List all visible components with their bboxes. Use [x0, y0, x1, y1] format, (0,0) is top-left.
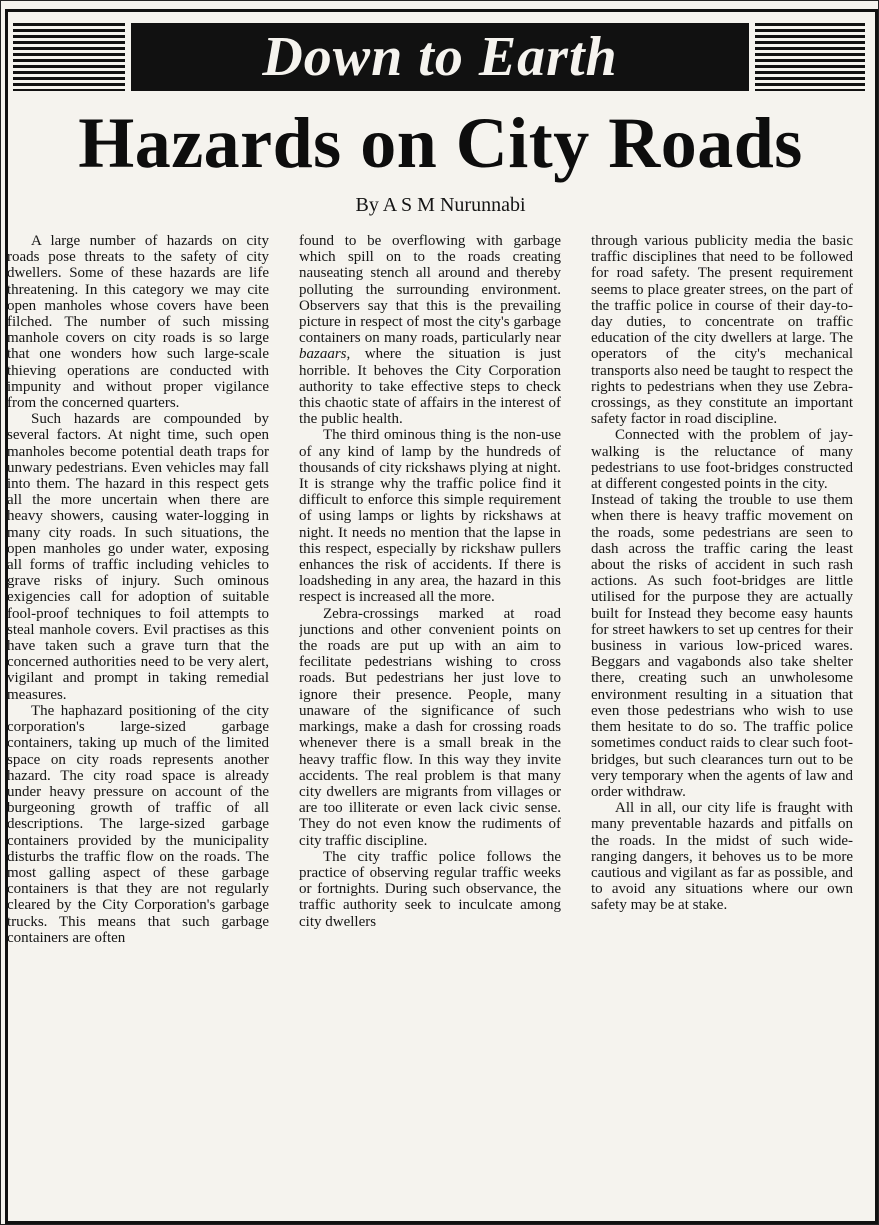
headline: Hazards on City Roads [78, 103, 803, 183]
paragraph-continued [299, 233, 561, 427]
paragraph-text: found to be overflowing with garbage which spill on to the roads creating nauseating stench all around and thereby polluting the surrounding environment. Observers say that this is the prevailing picture in respect of most the city's garbage containers on many roads, particularly near [299, 233, 561, 347]
paragraph-text: , where the situation is just horrible. It behoves the City Corporation authority to take effective steps to check this chaotic state of affairs in the interest of the public health. [299, 346, 561, 428]
paragraph: The city traffic police follows the practice of observing regular traffic weeks or fortnights. During such observance, the traffic authority seek to inculcate among city dwellers [299, 848, 561, 930]
section-title: Down to Earth [131, 23, 749, 91]
paragraph: The third ominous thing is the non-use of any kind of lamp by the hundreds of thousands of city rickshaws plying at night. It is strange why the traffic police find it difficult to enforce this simple requirement of using lamps or lights by rickshaws at night. It needs no mention that the lapse in this respect, especially by rickshaw pullers enhances the risk of accidents. If there is loadsheding in any area, the hazard in this respect is increased all the more. [299, 427, 561, 606]
banner-rules-left [13, 23, 125, 91]
article-column-3 [591, 233, 853, 1208]
article-column-2 [299, 233, 561, 1208]
paragraph-continued: through various publicity media the basic traffic disciplines that need to be followed for road safety. The present requirement seems to place greater strees, on the part of the traffic police in course of their day-to-day duties, to concentrate on traffic education of the city dwellers at large. The operators of the city's mechanical transports also need be taught to respect the rights to pedestrians when they use Zebra-crossings, as they constitute an important safety factor in road discipline. [591, 233, 853, 428]
section-banner [13, 23, 865, 91]
paragraph: All in all, our city life is fraught with many preventable hazards and pitfalls on the roads. In the midst of such wide-ranging dangers, it behoves us to be more cautious and vigilant as far as possible, and to avoid any situations where our own safety may be at stake. [591, 800, 853, 914]
paragraph: Zebra-crossings marked at road junctions and other convenient points on the roads are put up with an aim to fecilitate pedestrians wishing to cross roads. But pedestrians her just love to ignore their presence. People, many unaware of the significance of such markings, make a dash for crossing roads whenever there is a small break in the heavy traffic flow. In this way they invite accidents. The real problem is that many city dwellers are migrants from villages or are too illiterate or even lack civic sense. They do not even know the rudiments of city traffic discipline. [299, 605, 561, 849]
paragraph: Such hazards are compounded by several factors. At night time, such open manholes become potential death traps for unwary pedestrians. Even vehicles may fall into them. The hazard in this respect gets all the more uncertain when there are heavy showers, causing water-logging in many city roads. In such situations, the open manholes go under water, exposing all forms of traffic including vehicles to grave risks of injury. Such ominous exigencies call for adoption of suitable fool-proof techniques to foil attempts to steal manhole covers. Evil practises as this have taken such a grave turn that the concerned authorities need to be very alert, vigilant and prompt in taking remedial measures. [7, 411, 269, 703]
paragraph: A large number of hazards on city roads pose threats to the safety of city dwellers. Some of these hazards are life threatening. In this category we may cite open manholes whose covers have been filched. The number of such missing manhole covers on city roads is so large that one wonders how such large-scale thieving operations are conducted with impunity and without proper vigilance from the concerned quarters. [7, 233, 269, 412]
paragraph: Connected with the problem of jay-walking is the reluctance of many pedestrians to use foot-bridges constructed at different congested points in the city. [591, 427, 853, 493]
byline: By A S M Nurunnabi [355, 194, 526, 216]
banner-rules-right [755, 23, 865, 91]
paragraph: The haphazard positioning of the city corporation's large-sized garbage containers, taking up much of the limited space on city roads represents another hazard. The city road space is already under heavy pressure on account of the burgeoning growth of traffic of all descriptions. The large-sized garbage containers provided by the municipality disturbs the traffic flow on the roads. The most galling aspect of these garbage containers is that they are not regularly cleared by the City Corporation's garbage trucks. This means that such garbage containers are often [7, 702, 269, 946]
article-column-1 [7, 233, 269, 1208]
paragraph: Instead of taking the trouble to use them when there is heavy traffic movement on the roads, some pedestrians are seen to dash across the traffic caring the least about the risks of accident in such rash actions. As such foot-bridges are little utilised for the purpose they are actually built for Instead they become easy haunts for street hawkers to set up centres for their business in various low-priced wares. Beggars and vagabonds also take shelter there, creating such an unwholesome environment resulting in a situation that even those pedestrians who wish to use them hesitate to do so. The traffic police sometimes conduct raids to clear such foot-bridges, but such clearances turn out to be very temporary when the agents of law and order withdraw. [591, 492, 853, 800]
italic-term: bazaars [299, 346, 347, 363]
